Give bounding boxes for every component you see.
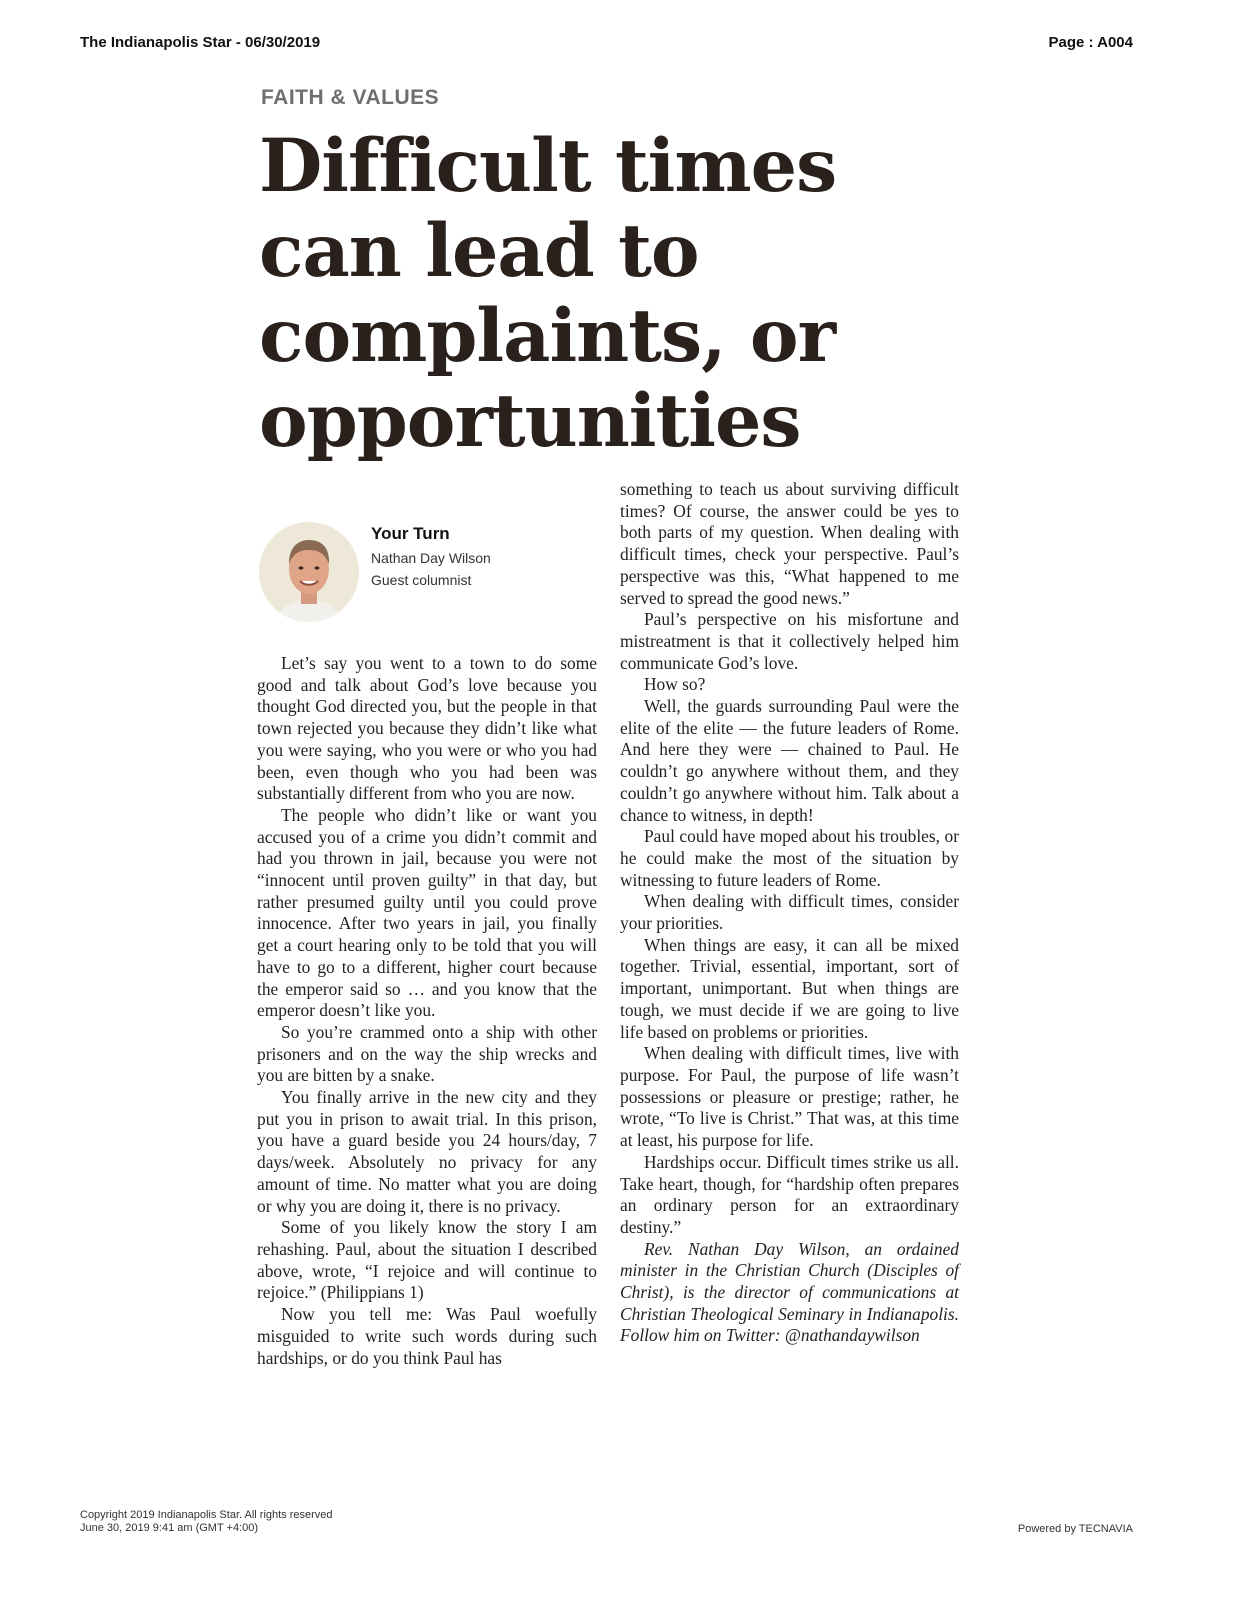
paragraph: When dealing with difficult times, live with purpose. For Paul, the purpose of life wasn’t possessions or pleasure or prestige; rather, he wrote, “To live is Christ.” That was, at this time at least, his purpose for life.	[620, 1043, 959, 1151]
paragraph: So you’re crammed onto a ship with other prisoners and on the way the ship wrecks and you are bitten by a snake.	[257, 1021, 597, 1086]
paragraph: Hardships occur. Difficult times strike us all. Take heart, though, for “hardship often prepares an ordinary person for an extraordinary destiny.”	[620, 1151, 959, 1237]
powered-by-text: Powered by TECNAVIA	[1017, 1523, 1133, 1535]
paragraph: When dealing with difficult times, consider your priorities.	[620, 891, 959, 934]
paragraph: Let’s say you went to a town to do some good and talk about God’s love because you thought God directed you, but the people in that town rejected you because they didn’t like what you were saying, who you were or who you had been, even though who you had been was substantially different from who you are now.	[257, 653, 597, 804]
headline-line: opportunities	[259, 378, 801, 464]
author-bio: Rev. Nathan Day Wilson, an ordained minister in the Christian Church (Disciples of Christ), is the director of communications at Christian Theological Seminary in Indianapolis. Follow him on Twitter: @nathandaywilson	[620, 1238, 959, 1346]
author-photo	[259, 522, 359, 622]
paragraph: Paul’s perspective on his misfortune and mistreatment is that it collectively helped him communicate God’s love.	[620, 609, 959, 673]
paragraph-continued: something to teach us about surviving difficult times? Of course, the answer could be yes to both parts of my question. When dealing with difficult times, check your perspective. Paul’s perspective was this, “What happened to me served to spread the good news.”	[620, 479, 959, 608]
article-column-2	[620, 479, 959, 1347]
author-name: Nathan Day Wilson	[371, 550, 491, 566]
paragraph: How so?	[644, 674, 706, 695]
page-number: Page : A004	[1048, 34, 1133, 51]
publication-date: The Indianapolis Star - 06/30/2019	[80, 34, 321, 51]
headline-line: Difficult times	[259, 123, 837, 209]
copyright-text: Copyright 2019 Indianapolis Star. All rights reserved	[80, 1509, 333, 1521]
paragraph: Now you tell me: Was Paul woefully misguided to write such words during such hardships, or do you think Paul has	[257, 1304, 597, 1368]
timestamp-text: June 30, 2019 9:41 am (GMT +4:00)	[80, 1522, 259, 1534]
paragraph: When things are easy, it can all be mixed together. Trivial, essential, important, sort of important, unimportant. But when things are tough, we must decide if we are going to live life based on problems or priorities.	[620, 934, 959, 1042]
column-name: Your Turn	[371, 524, 450, 543]
paragraph: Well, the guards surrounding Paul were the elite of the elite — the future leaders of Rome. And here they were — chained to Paul. He couldn’t go anywhere without them, and they couldn’t go anywhere without him. Talk about a chance to witness, in depth!	[620, 696, 959, 825]
paragraph: You finally arrive in the new city and they put you in prison to await trial. In this prison, you have a guard beside you 24 hours/day, 7 days/week. Absolutely no privacy for any amount of time. No matter what you are doing or why you are doing it, there is no privacy.	[257, 1087, 597, 1216]
headline-line: complaints, or	[259, 293, 836, 379]
footer-copyright-block	[80, 1509, 333, 1535]
article-column-1	[257, 653, 597, 1369]
paragraph: Some of you likely know the story I am rehashing. Paul, about the situation I described above, wrote, “I rejoice and will continue to rejoice.” (Philippians 1)	[257, 1217, 597, 1303]
paragraph: The people who didn’t like or want you accused you of a crime you didn’t commit and had you thrown in jail, because you were not “innocent until proven guilty” in that day, but rather presumed guilty until you could prove innocence. After two years in jail, you finally get a court hearing only to be told that you will have to go to a different, higher court because the emperor said so … and you know that the emperor doesn’t like you.	[257, 804, 597, 1021]
byline	[259, 522, 599, 622]
paragraph: Paul could have moped about his troubles, or he could make the most of the situation by witnessing to future leaders of Rome.	[620, 826, 959, 890]
headline-line: can lead to	[259, 208, 699, 294]
headline	[259, 124, 899, 464]
section-label: FAITH & VALUES	[261, 86, 440, 109]
author-role: Guest columnist	[371, 572, 472, 588]
